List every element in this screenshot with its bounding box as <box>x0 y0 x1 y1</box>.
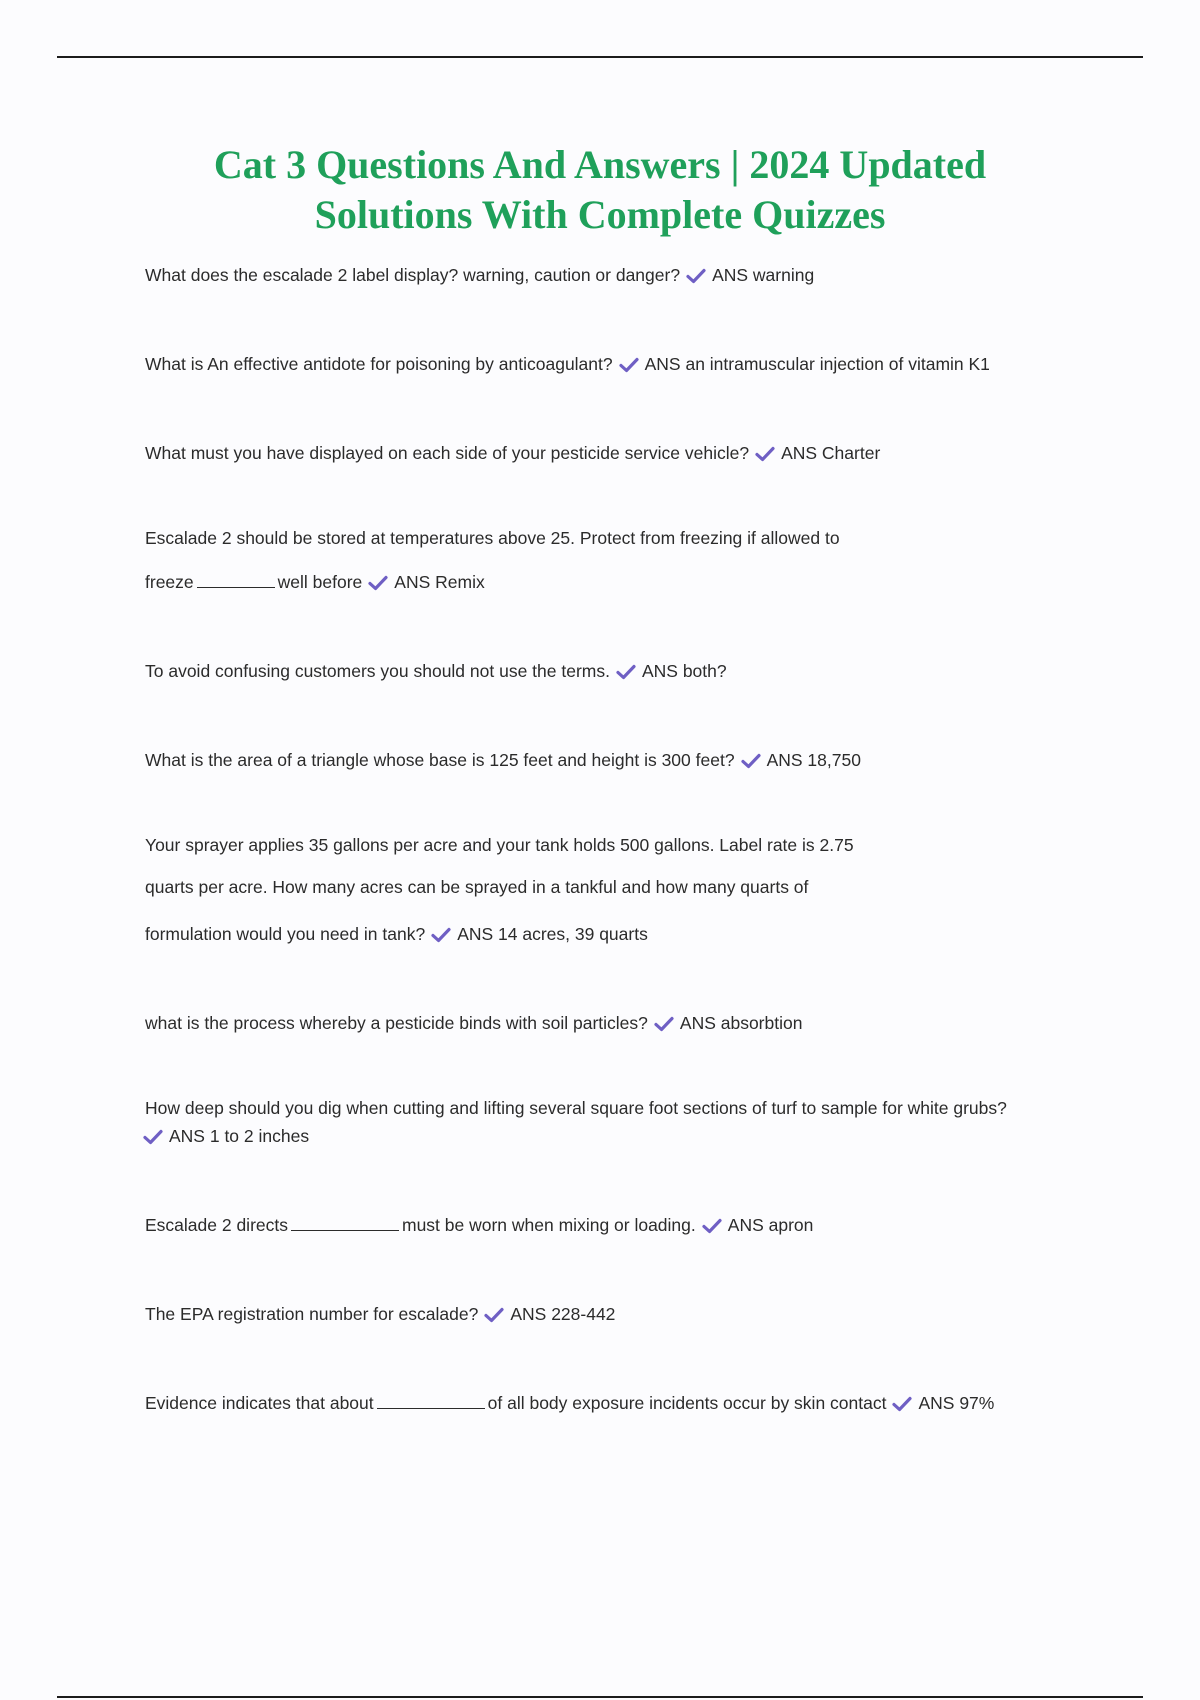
question-text: What does the escalade 2 label display? warning, caution or danger? <box>145 265 681 285</box>
question-text: formulation would you need in tank? <box>145 924 426 944</box>
qa-item <box>145 528 1075 549</box>
question-text: freeze <box>145 572 194 592</box>
check-icon <box>484 1307 504 1323</box>
qa-item <box>145 1304 1075 1325</box>
qa-item-continued <box>145 877 1075 898</box>
question-text: To avoid confusing customers you should not use the terms. <box>145 661 610 681</box>
check-icon <box>741 753 761 769</box>
qa-item <box>145 265 1075 286</box>
answer-text: ANS warning <box>712 265 815 285</box>
qa-item <box>145 661 1075 682</box>
question-text: Your sprayer applies 35 gallons per acre and your tank holds 500 gallons. Label rate is 2.75 <box>145 835 854 855</box>
question-text: well before <box>277 572 363 592</box>
qa-item <box>145 835 1075 856</box>
qa-item <box>145 1215 1075 1236</box>
question-text: How deep should you dig when cutting and lifting several square foot sections of turf to sample for white grubs? <box>145 1098 1007 1118</box>
question-text: must be worn when mixing or loading. <box>402 1215 696 1235</box>
question-text: quarts per acre. How many acres can be sprayed in a tankful and how many quarts of <box>145 877 809 897</box>
check-icon <box>686 268 706 284</box>
qa-item-continued <box>145 924 1075 945</box>
check-icon <box>616 664 636 680</box>
question-text: What must you have displayed on each side of your pesticide service vehicle? <box>145 443 750 463</box>
answer-text: ANS apron <box>727 1215 814 1235</box>
question-text: Escalade 2 should be stored at temperatures above 25. Protect from freezing if allowed to <box>145 528 840 548</box>
fill-blank <box>291 1216 399 1231</box>
answer-text: ANS 18,750 <box>766 750 861 770</box>
answer-text: ANS Charter <box>781 443 881 463</box>
qa-item <box>145 443 1075 464</box>
qa-item <box>145 750 1075 771</box>
qa-item-continued <box>145 572 1075 593</box>
question-text: The EPA registration number for escalade? <box>145 1304 479 1324</box>
document-title <box>100 140 1100 240</box>
bottom-rule <box>57 1696 1143 1698</box>
question-text: What is An effective antidote for poisoning by anticoagulant? <box>145 354 613 374</box>
question-text: of all body exposure incidents occur by skin contact <box>487 1393 887 1413</box>
check-icon <box>431 927 451 943</box>
answer-text: ANS 1 to 2 inches <box>169 1126 310 1146</box>
question-text: what is the process whereby a pesticide binds with soil particles? <box>145 1013 648 1033</box>
check-icon <box>755 446 775 462</box>
top-rule <box>57 56 1143 58</box>
answer-text: ANS Remix <box>394 572 485 592</box>
check-icon <box>654 1016 674 1032</box>
check-icon <box>619 357 639 373</box>
answer-text: ANS 228-442 <box>510 1304 616 1324</box>
question-text: Evidence indicates that about <box>145 1393 374 1413</box>
qa-item <box>145 1098 1075 1119</box>
qa-item-continued <box>143 1126 1073 1147</box>
qa-item <box>145 1013 1075 1034</box>
check-icon <box>892 1396 912 1412</box>
fill-blank <box>377 1394 485 1409</box>
answer-text: ANS both? <box>641 661 727 681</box>
answer-text: ANS an intramuscular injection of vitamin K1 <box>644 354 990 374</box>
check-icon <box>702 1218 722 1234</box>
check-icon <box>143 1129 163 1145</box>
question-text: What is the area of a triangle whose base is 125 feet and height is 300 feet? <box>145 750 735 770</box>
fill-blank <box>197 573 275 588</box>
title-line-1: Cat 3 Questions And Answers | 2024 Updated <box>213 142 987 187</box>
answer-text: ANS 14 acres, 39 quarts <box>457 924 648 944</box>
answer-text: ANS absorbtion <box>679 1013 803 1033</box>
title-line-2: Solutions With Complete Quizzes <box>314 192 886 237</box>
qa-item <box>145 354 1075 375</box>
qa-item <box>145 1393 1075 1414</box>
question-text: Escalade 2 directs <box>145 1215 288 1235</box>
answer-text: ANS 97% <box>918 1393 995 1413</box>
check-icon <box>368 575 388 591</box>
